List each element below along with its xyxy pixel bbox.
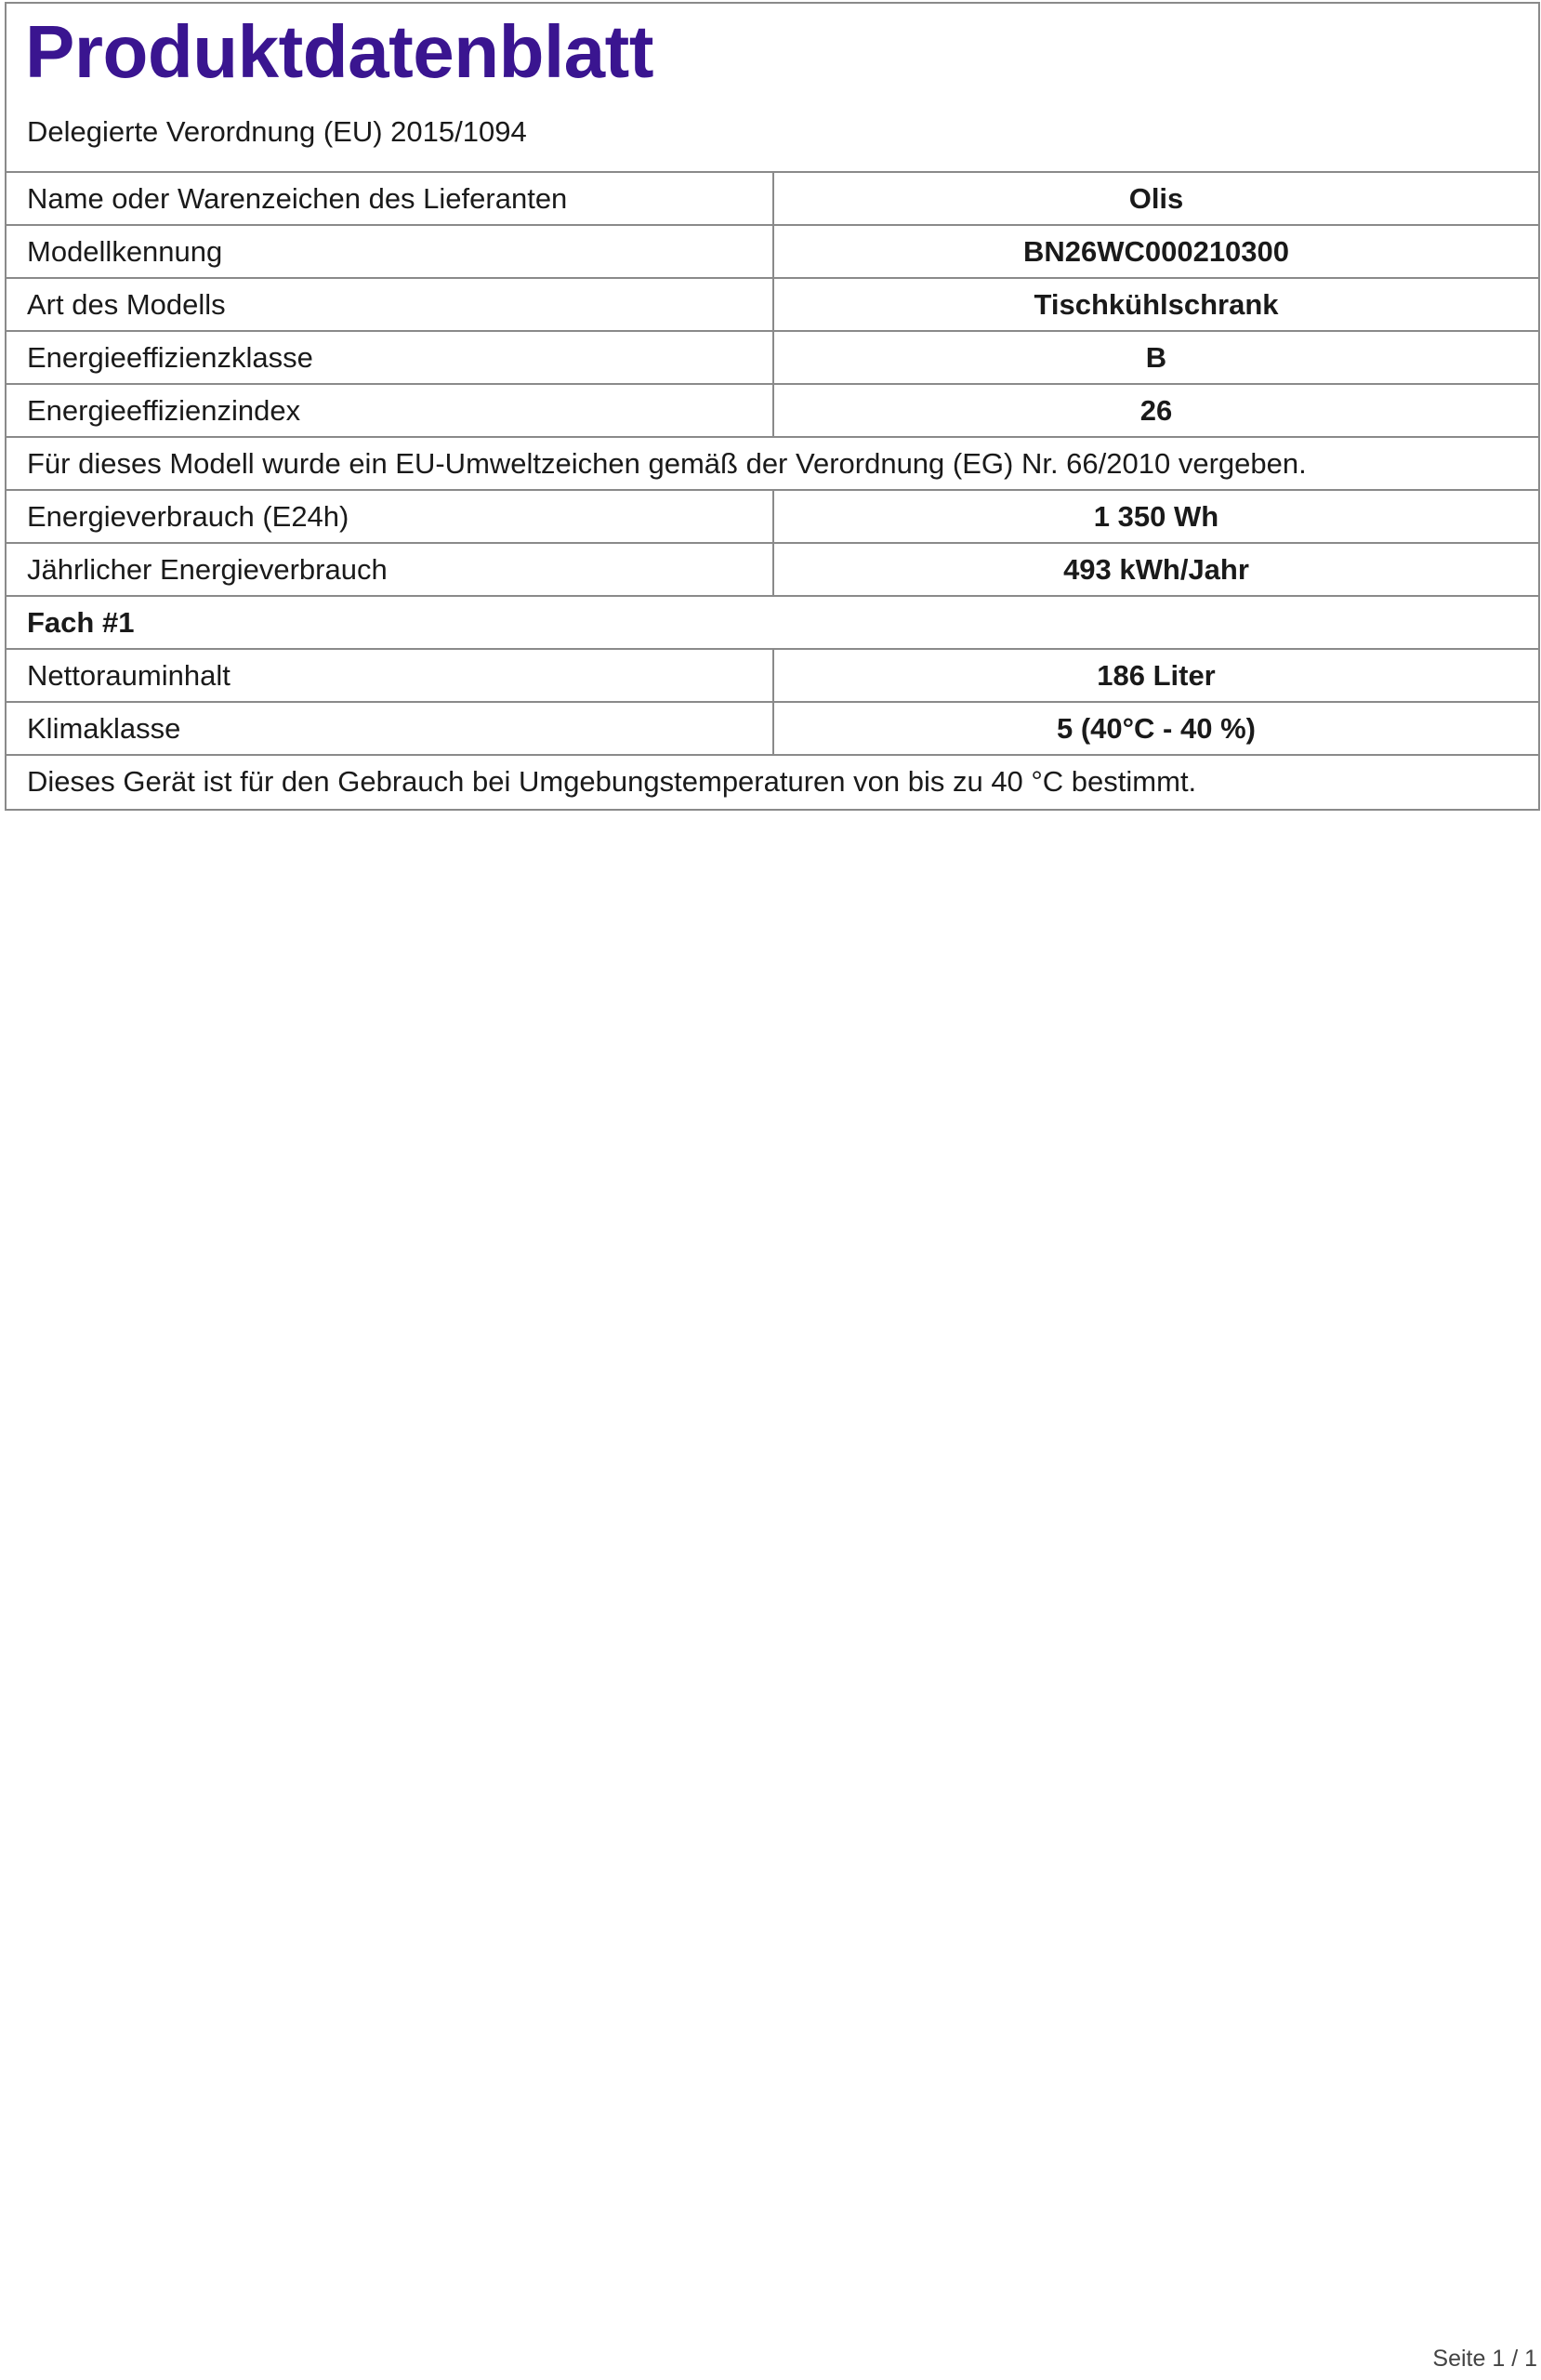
table-row-supplier <box>7 173 1538 226</box>
table-row-model-id <box>7 226 1538 279</box>
table-row-climate-class <box>7 703 1538 756</box>
row-label: Klimaklasse <box>7 703 774 754</box>
row-value: Tischkühlschrank <box>1034 288 1279 321</box>
row-note: Für dieses Modell wurde ein EU-Umweltzeichen gemäß der Verordnung (EG) Nr. 66/2010 vergeben. <box>27 447 1307 480</box>
row-value: Olis <box>1128 182 1184 215</box>
row-label: Nettorauminhalt <box>7 650 774 701</box>
row-label: Energieeffizienzklasse <box>7 332 774 383</box>
row-label: Jährlicher Energieverbrauch <box>7 544 774 595</box>
table-row-efficiency-class <box>7 332 1538 385</box>
row-value: 493 kWh/Jahr <box>1063 553 1249 586</box>
compartment-heading: Fach #1 <box>27 606 135 639</box>
table-row-temperature-note <box>7 756 1538 809</box>
product-data-sheet <box>5 2 1540 811</box>
table-row-ecolabel-note <box>7 438 1538 491</box>
table-row-model-type <box>7 279 1538 332</box>
row-value: B <box>1145 341 1167 374</box>
header-cell <box>7 4 1538 173</box>
row-value: 26 <box>1139 394 1173 427</box>
row-value: 5 (40°C - 40 %) <box>1057 712 1256 745</box>
table-row-net-volume <box>7 650 1538 703</box>
row-label: Modellkennung <box>7 226 774 277</box>
table-row-energy-e24h <box>7 491 1538 544</box>
row-value: BN26WC000210300 <box>1022 235 1290 268</box>
row-label: Energieeffizienzindex <box>7 385 774 436</box>
table-row-efficiency-index <box>7 385 1538 438</box>
regulation-subtitle: Delegierte Verordnung (EU) 2015/1094 <box>27 115 527 148</box>
table-row-compartment-heading <box>7 597 1538 650</box>
table-row-annual-energy <box>7 544 1538 597</box>
row-label: Name oder Warenzeichen des Lieferanten <box>7 173 774 224</box>
page-title: Produktdatenblatt <box>25 10 653 93</box>
row-note: Dieses Gerät ist für den Gebrauch bei Umgebungstemperaturen von bis zu 40 °C bestimmt. <box>27 765 1197 798</box>
page-number: Seite 1 / 1 <box>1432 2346 1537 2372</box>
row-value: 1 350 Wh <box>1093 500 1219 533</box>
row-label: Art des Modells <box>7 279 774 330</box>
row-value: 186 Liter <box>1097 659 1216 692</box>
row-label: Energieverbrauch (E24h) <box>7 491 774 542</box>
